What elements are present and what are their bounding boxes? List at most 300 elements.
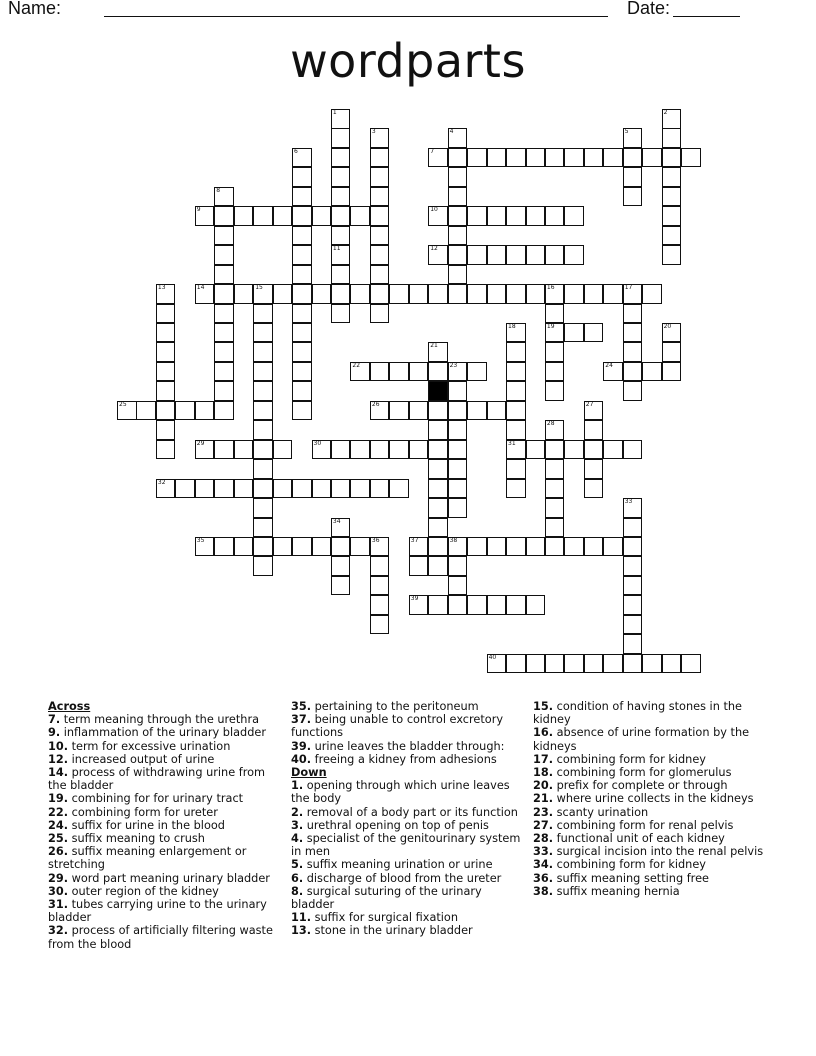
- crossword-cell[interactable]: [623, 576, 643, 596]
- crossword-cell[interactable]: [350, 537, 370, 557]
- crossword-cell[interactable]: [545, 362, 565, 382]
- crossword-cell[interactable]: [292, 362, 312, 382]
- crossword-cell[interactable]: [642, 654, 662, 674]
- crossword-cell[interactable]: [214, 381, 234, 401]
- crossword-cell[interactable]: [292, 323, 312, 343]
- crossword-cell[interactable]: [506, 362, 526, 382]
- crossword-cell[interactable]: [409, 362, 429, 382]
- crossword-cell[interactable]: [253, 342, 273, 362]
- crossword-cell[interactable]: [214, 537, 234, 557]
- crossword-cell[interactable]: [448, 595, 468, 615]
- crossword-cell[interactable]: [448, 265, 468, 285]
- crossword-cell[interactable]: [506, 420, 526, 440]
- crossword-cell[interactable]: [603, 440, 623, 460]
- crossword-cell[interactable]: [331, 245, 351, 265]
- crossword-cell[interactable]: [681, 654, 701, 674]
- crossword-cell[interactable]: [136, 401, 156, 421]
- crossword-cell[interactable]: [545, 284, 565, 304]
- crossword-cell[interactable]: [331, 518, 351, 538]
- crossword-cell[interactable]: [409, 556, 429, 576]
- crossword-cell[interactable]: [370, 556, 390, 576]
- crossword-cell[interactable]: [350, 206, 370, 226]
- crossword-cell[interactable]: [428, 498, 448, 518]
- crossword-cell[interactable]: [292, 206, 312, 226]
- crossword-cell[interactable]: [331, 128, 351, 148]
- crossword-cell[interactable]: [564, 323, 584, 343]
- crossword-cell[interactable]: [681, 148, 701, 168]
- crossword-cell[interactable]: [253, 518, 273, 538]
- crossword-cell[interactable]: [350, 284, 370, 304]
- crossword-cell[interactable]: [350, 479, 370, 499]
- crossword-cell[interactable]: [331, 187, 351, 207]
- crossword-cell[interactable]: [545, 498, 565, 518]
- crossword-cell[interactable]: [370, 226, 390, 246]
- crossword-cell[interactable]: [370, 576, 390, 596]
- crossword-cell[interactable]: [526, 284, 546, 304]
- crossword-cell[interactable]: [253, 479, 273, 499]
- crossword-cell[interactable]: [623, 323, 643, 343]
- crossword-cell[interactable]: [487, 401, 507, 421]
- crossword-cell[interactable]: [448, 537, 468, 557]
- crossword-cell[interactable]: [526, 654, 546, 674]
- crossword-cell[interactable]: [331, 265, 351, 285]
- crossword-cell[interactable]: [156, 420, 176, 440]
- crossword-cell[interactable]: [487, 595, 507, 615]
- crossword-cell[interactable]: [526, 245, 546, 265]
- crossword-cell[interactable]: [331, 479, 351, 499]
- crossword-cell[interactable]: [545, 537, 565, 557]
- crossword-cell[interactable]: [409, 595, 429, 615]
- crossword-cell[interactable]: [545, 381, 565, 401]
- crossword-cell[interactable]: [389, 284, 409, 304]
- crossword-cell[interactable]: [234, 479, 254, 499]
- crossword-cell[interactable]: [448, 420, 468, 440]
- crossword-cell[interactable]: [156, 362, 176, 382]
- crossword-cell[interactable]: [195, 440, 215, 460]
- crossword-cell[interactable]: [545, 420, 565, 440]
- crossword-cell[interactable]: [623, 634, 643, 654]
- crossword-cell[interactable]: [312, 440, 332, 460]
- crossword-cell[interactable]: [506, 537, 526, 557]
- crossword-cell[interactable]: [331, 109, 351, 129]
- crossword-cell[interactable]: [448, 440, 468, 460]
- crossword-cell[interactable]: [448, 245, 468, 265]
- crossword-cell[interactable]: [428, 518, 448, 538]
- crossword-cell[interactable]: [506, 479, 526, 499]
- crossword-cell[interactable]: [312, 537, 332, 557]
- crossword-cell[interactable]: [214, 362, 234, 382]
- crossword-cell[interactable]: [409, 537, 429, 557]
- crossword-cell[interactable]: [273, 537, 293, 557]
- crossword-cell[interactable]: [253, 401, 273, 421]
- crossword-cell[interactable]: [623, 537, 643, 557]
- crossword-cell[interactable]: [545, 654, 565, 674]
- crossword-cell[interactable]: [448, 148, 468, 168]
- crossword-cell[interactable]: [292, 226, 312, 246]
- crossword-cell[interactable]: [487, 284, 507, 304]
- crossword-cell[interactable]: [584, 440, 604, 460]
- crossword-cell[interactable]: [603, 148, 623, 168]
- clue-text: pertaining to the peritoneum: [311, 700, 479, 713]
- crossword-cell[interactable]: [623, 440, 643, 460]
- crossword-cell[interactable]: [506, 245, 526, 265]
- crossword-cell[interactable]: [331, 304, 351, 324]
- crossword-cell[interactable]: [234, 537, 254, 557]
- crossword-cell[interactable]: [506, 595, 526, 615]
- crossword-cell[interactable]: [253, 362, 273, 382]
- clue-label: 5.: [291, 858, 304, 872]
- crossword-cell[interactable]: [253, 381, 273, 401]
- crossword-cell[interactable]: [642, 148, 662, 168]
- crossword-cell[interactable]: [623, 595, 643, 615]
- crossword-cell[interactable]: [662, 323, 682, 343]
- crossword-cell[interactable]: [428, 362, 448, 382]
- crossword-cell[interactable]: [195, 284, 215, 304]
- crossword-cell[interactable]: [214, 265, 234, 285]
- crossword-cell[interactable]: [623, 167, 643, 187]
- crossword-cell[interactable]: [350, 362, 370, 382]
- crossword-cell[interactable]: [564, 537, 584, 557]
- crossword-cell[interactable]: [273, 284, 293, 304]
- crossword-cell[interactable]: [156, 284, 176, 304]
- crossword-cell[interactable]: [253, 440, 273, 460]
- crossword-cell[interactable]: [409, 401, 429, 421]
- crossword-cell[interactable]: [428, 537, 448, 557]
- crossword-cell[interactable]: [603, 362, 623, 382]
- crossword-cell[interactable]: [506, 342, 526, 362]
- crossword-cell[interactable]: [214, 245, 234, 265]
- crossword-cell[interactable]: [156, 342, 176, 362]
- clue-label: 30.: [48, 884, 69, 898]
- crossword-cell[interactable]: [156, 479, 176, 499]
- crossword-cell[interactable]: [448, 206, 468, 226]
- crossword-cell[interactable]: [214, 206, 234, 226]
- crossword-cell[interactable]: [506, 459, 526, 479]
- crossword-cell[interactable]: [331, 226, 351, 246]
- crossword-cell[interactable]: [448, 381, 468, 401]
- crossword-cell[interactable]: [584, 323, 604, 343]
- crossword-cell[interactable]: [526, 595, 546, 615]
- crossword-cell[interactable]: [331, 148, 351, 168]
- crossword-cell[interactable]: [584, 479, 604, 499]
- crossword-cell[interactable]: [214, 342, 234, 362]
- crossword-cell[interactable]: [487, 148, 507, 168]
- crossword-cell[interactable]: [428, 420, 448, 440]
- crossword-cell[interactable]: [428, 401, 448, 421]
- crossword-cell[interactable]: [623, 381, 643, 401]
- crossword-cell[interactable]: [428, 556, 448, 576]
- crossword-cell[interactable]: [623, 362, 643, 382]
- crossword-cell[interactable]: [273, 479, 293, 499]
- crossword-cell[interactable]: [292, 479, 312, 499]
- crossword-cell[interactable]: [428, 245, 448, 265]
- crossword-cell[interactable]: [370, 615, 390, 635]
- crossword-cell[interactable]: [370, 284, 390, 304]
- crossword-cell[interactable]: [487, 206, 507, 226]
- crossword-cell[interactable]: [292, 167, 312, 187]
- down-clue: [291, 885, 523, 911]
- crossword-cell[interactable]: [253, 556, 273, 576]
- crossword-cell[interactable]: [156, 381, 176, 401]
- crossword-cell[interactable]: [506, 381, 526, 401]
- crossword-cell[interactable]: [234, 206, 254, 226]
- crossword-cell[interactable]: [623, 498, 643, 518]
- crossword-cell[interactable]: [428, 595, 448, 615]
- crossword-cell[interactable]: [506, 284, 526, 304]
- crossword-cell[interactable]: [370, 206, 390, 226]
- crossword-cell[interactable]: [370, 148, 390, 168]
- crossword-cell[interactable]: [545, 206, 565, 226]
- crossword-cell[interactable]: [195, 537, 215, 557]
- crossword-cell[interactable]: [467, 245, 487, 265]
- crossword-cell[interactable]: [448, 576, 468, 596]
- crossword-cell[interactable]: [526, 537, 546, 557]
- crossword-cell[interactable]: [214, 226, 234, 246]
- crossword-cell[interactable]: [603, 284, 623, 304]
- crossword-cell[interactable]: [350, 440, 370, 460]
- crossword-cell[interactable]: [564, 284, 584, 304]
- crossword-cell[interactable]: [623, 304, 643, 324]
- crossword-cell[interactable]: [662, 226, 682, 246]
- crossword-cell[interactable]: [662, 206, 682, 226]
- crossword-cell[interactable]: [564, 654, 584, 674]
- crossword-cell[interactable]: [253, 537, 273, 557]
- crossword-cell[interactable]: [467, 206, 487, 226]
- crossword-cell[interactable]: [409, 440, 429, 460]
- crossword-cell[interactable]: [156, 323, 176, 343]
- crossword-cell[interactable]: [448, 284, 468, 304]
- crossword-cell[interactable]: [253, 323, 273, 343]
- crossword-cell[interactable]: [662, 362, 682, 382]
- crossword-cell[interactable]: [292, 342, 312, 362]
- crossword-cell[interactable]: [214, 284, 234, 304]
- crossword-cell[interactable]: [642, 284, 662, 304]
- crossword-cell[interactable]: [312, 284, 332, 304]
- crossword-cell[interactable]: [564, 440, 584, 460]
- crossword-cell[interactable]: [584, 654, 604, 674]
- crossword-cell[interactable]: [292, 265, 312, 285]
- crossword-cell[interactable]: [331, 167, 351, 187]
- crossword-cell[interactable]: [214, 479, 234, 499]
- crossword-cell[interactable]: [214, 187, 234, 207]
- crossword-cell[interactable]: [448, 459, 468, 479]
- crossword-cell[interactable]: [214, 304, 234, 324]
- crossword-cell[interactable]: [487, 537, 507, 557]
- crossword-cell[interactable]: [545, 304, 565, 324]
- crossword-cell[interactable]: [273, 440, 293, 460]
- crossword-cell[interactable]: [448, 226, 468, 246]
- crossword-cell[interactable]: [156, 401, 176, 421]
- crossword-cell[interactable]: [273, 206, 293, 226]
- crossword-cell[interactable]: [623, 556, 643, 576]
- crossword-cell[interactable]: [389, 440, 409, 460]
- crossword-cell[interactable]: [370, 187, 390, 207]
- crossword-cell[interactable]: [234, 440, 254, 460]
- crossword-cell[interactable]: [506, 654, 526, 674]
- crossword-cell[interactable]: [662, 245, 682, 265]
- crossword-cell[interactable]: [253, 498, 273, 518]
- crossword-cell[interactable]: [623, 518, 643, 538]
- clue-label: 37.: [291, 713, 312, 727]
- crossword-cell[interactable]: [428, 440, 448, 460]
- crossword-cell[interactable]: [389, 479, 409, 499]
- crossword-cell[interactable]: [467, 148, 487, 168]
- crossword-cell[interactable]: [662, 654, 682, 674]
- crossword-cell[interactable]: [389, 362, 409, 382]
- crossword-cell[interactable]: [564, 206, 584, 226]
- crossword-cell[interactable]: [584, 148, 604, 168]
- crossword-cell[interactable]: [253, 459, 273, 479]
- crossword-cell[interactable]: [331, 284, 351, 304]
- crossword-cell[interactable]: [642, 362, 662, 382]
- crossword-cell[interactable]: [545, 440, 565, 460]
- crossword-cell[interactable]: [487, 654, 507, 674]
- crossword-cell[interactable]: [584, 420, 604, 440]
- crossword-cell[interactable]: [448, 187, 468, 207]
- crossword-cell[interactable]: [662, 187, 682, 207]
- crossword-cell[interactable]: [448, 128, 468, 148]
- crossword-cell[interactable]: [331, 440, 351, 460]
- crossword-cell[interactable]: [370, 128, 390, 148]
- crossword-cell[interactable]: [175, 479, 195, 499]
- clue-text: opening through which urine leaves the body: [291, 779, 510, 806]
- crossword-cell[interactable]: [253, 206, 273, 226]
- crossword-cell[interactable]: [331, 576, 351, 596]
- crossword-cell[interactable]: [448, 362, 468, 382]
- crossword-cell[interactable]: [467, 284, 487, 304]
- crossword-cell[interactable]: [331, 556, 351, 576]
- crossword-cell[interactable]: [292, 537, 312, 557]
- crossword-cell[interactable]: [662, 128, 682, 148]
- crossword-cell[interactable]: [448, 479, 468, 499]
- crossword-cell[interactable]: [603, 654, 623, 674]
- crossword-cell[interactable]: [564, 148, 584, 168]
- crossword-cell[interactable]: [448, 556, 468, 576]
- crossword-cell[interactable]: [370, 167, 390, 187]
- crossword-cell[interactable]: [623, 284, 643, 304]
- crossword-cell[interactable]: [428, 284, 448, 304]
- crossword-cell[interactable]: [370, 440, 390, 460]
- crossword-cell[interactable]: [623, 654, 643, 674]
- crossword-cell[interactable]: [662, 167, 682, 187]
- crossword-cell[interactable]: [117, 401, 137, 421]
- crossword-cell[interactable]: [292, 401, 312, 421]
- crossword-cell[interactable]: [526, 206, 546, 226]
- crossword-cell[interactable]: [195, 401, 215, 421]
- crossword-cell[interactable]: [545, 323, 565, 343]
- crossword-cell[interactable]: [623, 148, 643, 168]
- crossword-cell[interactable]: [584, 459, 604, 479]
- crossword-cell[interactable]: [584, 537, 604, 557]
- crossword-cell[interactable]: [467, 401, 487, 421]
- crossword-cell[interactable]: [292, 304, 312, 324]
- crossword-cell[interactable]: [175, 401, 195, 421]
- crossword-cell[interactable]: [448, 401, 468, 421]
- crossword-cell[interactable]: [428, 459, 448, 479]
- crossword-cell[interactable]: [564, 245, 584, 265]
- crossword-cell[interactable]: [487, 245, 507, 265]
- crossword-cell[interactable]: [214, 401, 234, 421]
- crossword-cell[interactable]: [584, 284, 604, 304]
- crossword-cell[interactable]: [253, 284, 273, 304]
- crossword-cell[interactable]: [662, 342, 682, 362]
- crossword-cell[interactable]: [584, 401, 604, 421]
- crossword-cell[interactable]: [156, 304, 176, 324]
- crossword-cell[interactable]: [506, 323, 526, 343]
- crossword-cell[interactable]: [623, 128, 643, 148]
- crossword-cell[interactable]: [370, 595, 390, 615]
- crossword-cell[interactable]: [545, 459, 565, 479]
- crossword-cell[interactable]: [389, 401, 409, 421]
- crossword-cell[interactable]: [526, 440, 546, 460]
- crossword-cell[interactable]: [370, 537, 390, 557]
- crossword-cell[interactable]: [292, 187, 312, 207]
- crossword-cell[interactable]: [467, 537, 487, 557]
- crossword-cell[interactable]: [234, 284, 254, 304]
- crossword-cell[interactable]: [370, 265, 390, 285]
- crossword-cell[interactable]: [526, 148, 546, 168]
- clue-number: 8: [216, 186, 221, 194]
- crossword-cell[interactable]: [506, 440, 526, 460]
- crossword-cell[interactable]: [428, 479, 448, 499]
- crossword-cell[interactable]: [467, 362, 487, 382]
- crossword-cell[interactable]: [312, 479, 332, 499]
- crossword-cell[interactable]: [623, 342, 643, 362]
- crossword-cell[interactable]: [253, 304, 273, 324]
- crossword-cell[interactable]: [292, 245, 312, 265]
- crossword-cell[interactable]: [214, 323, 234, 343]
- crossword-cell[interactable]: [331, 206, 351, 226]
- crossword-cell[interactable]: [370, 362, 390, 382]
- crossword-cell[interactable]: [331, 537, 351, 557]
- crossword-cell[interactable]: [662, 109, 682, 129]
- crossword-cell[interactable]: [195, 206, 215, 226]
- crossword-cell[interactable]: [506, 401, 526, 421]
- crossword-cell[interactable]: [370, 245, 390, 265]
- crossword-cell[interactable]: [662, 148, 682, 168]
- crossword-cell[interactable]: [370, 401, 390, 421]
- crossword-cell[interactable]: [312, 206, 332, 226]
- crossword-cell[interactable]: [603, 537, 623, 557]
- crossword-cell[interactable]: [156, 440, 176, 460]
- crossword-cell[interactable]: [370, 479, 390, 499]
- crossword-cell[interactable]: [292, 148, 312, 168]
- crossword-cell[interactable]: [292, 284, 312, 304]
- crossword-cell[interactable]: [292, 381, 312, 401]
- crossword-cell[interactable]: [428, 342, 448, 362]
- crossword-cell[interactable]: [545, 245, 565, 265]
- crossword-cell[interactable]: [195, 479, 215, 499]
- crossword-cell[interactable]: [448, 498, 468, 518]
- crossword-cell[interactable]: [623, 187, 643, 207]
- crossword-cell[interactable]: [409, 284, 429, 304]
- crossword-cell[interactable]: [448, 167, 468, 187]
- crossword-cell[interactable]: [428, 206, 448, 226]
- crossword-cell[interactable]: [545, 342, 565, 362]
- crossword-cell[interactable]: [370, 304, 390, 324]
- crossword-cell[interactable]: [214, 440, 234, 460]
- crossword-cell[interactable]: [545, 479, 565, 499]
- crossword-cell[interactable]: [506, 148, 526, 168]
- crossword-cell[interactable]: [253, 420, 273, 440]
- crossword-cell[interactable]: [467, 595, 487, 615]
- crossword-cell[interactable]: [428, 148, 448, 168]
- clue-label: 7.: [48, 713, 61, 727]
- crossword-cell[interactable]: [545, 518, 565, 538]
- crossword-cell[interactable]: [623, 615, 643, 635]
- crossword-cell[interactable]: [506, 206, 526, 226]
- crossword-cell[interactable]: [545, 148, 565, 168]
